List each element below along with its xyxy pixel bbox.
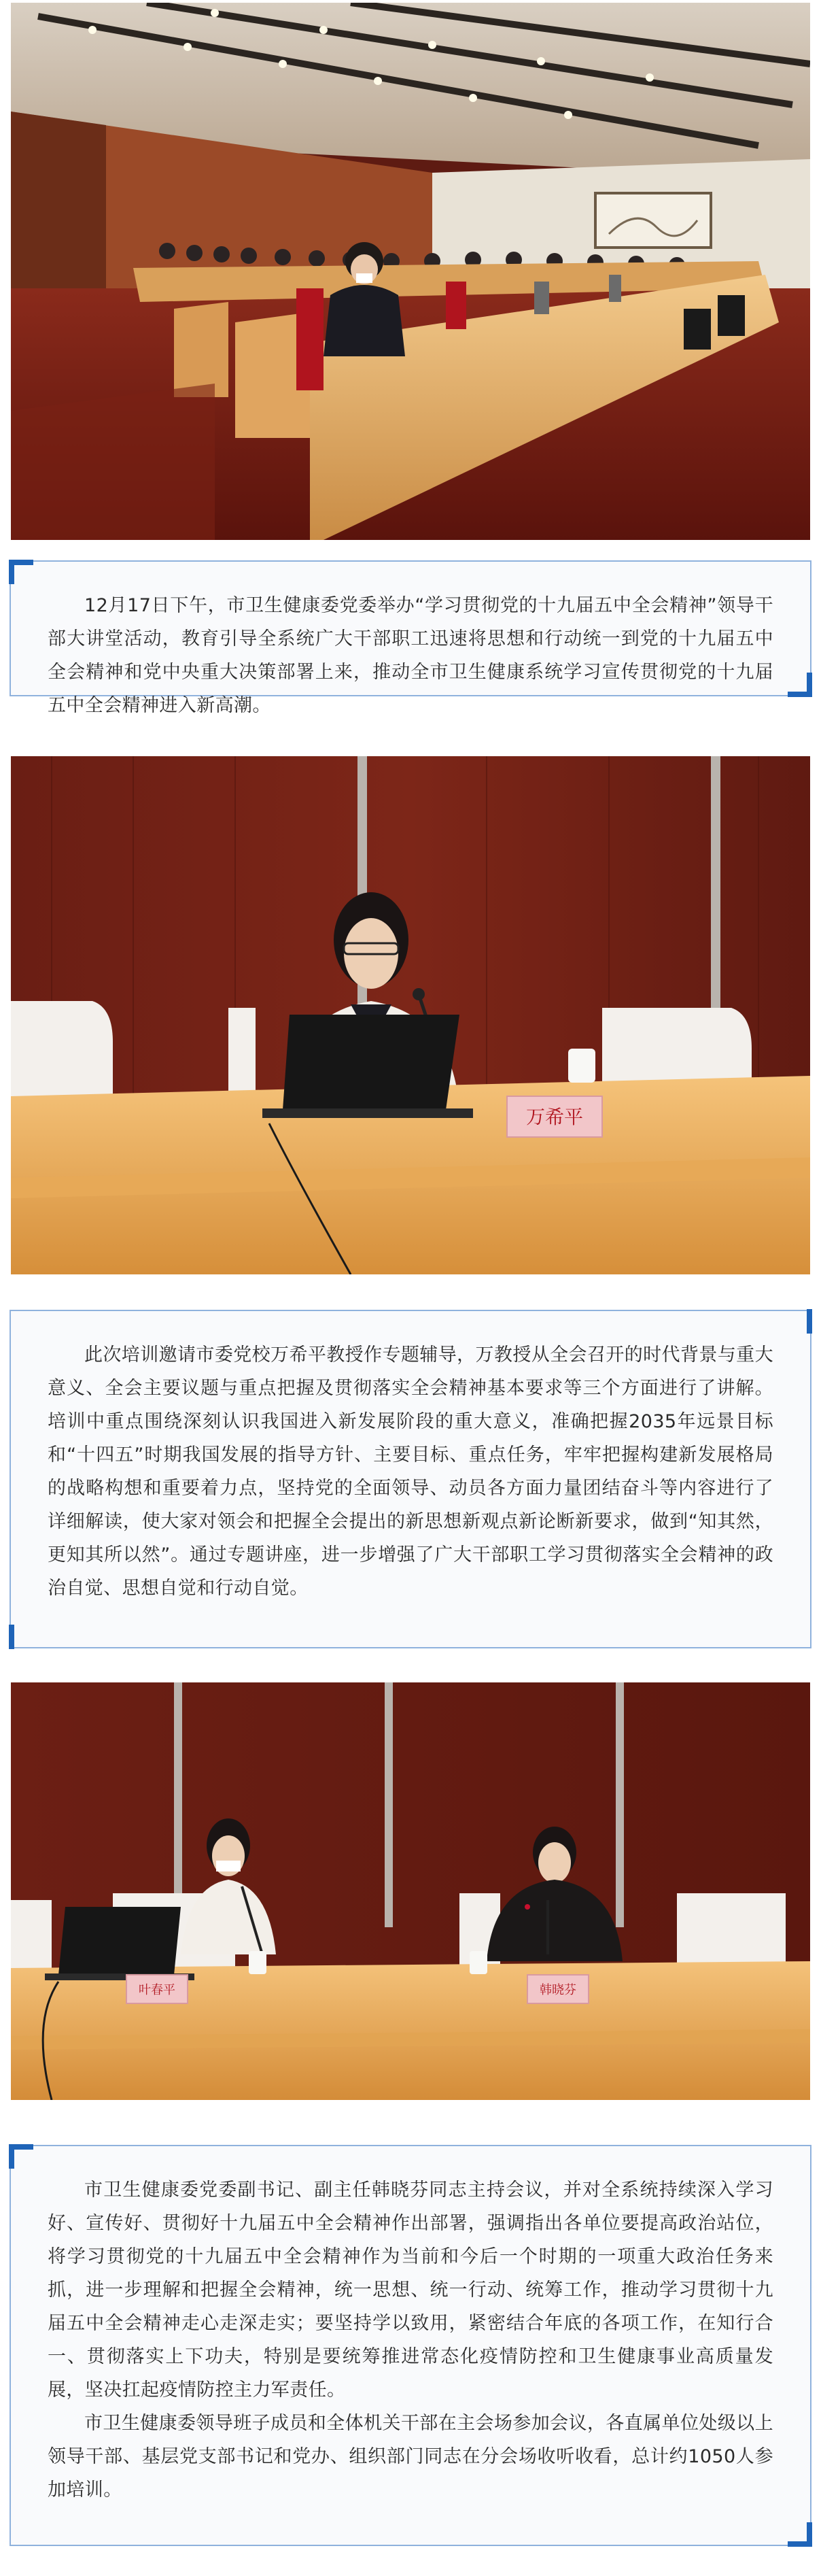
frame-corner — [788, 692, 812, 697]
lecture-paragraph: 此次培训邀请市委党校万希平教授作专题辅导，万教授从全会召开的时代背景与重大意义、全会主要议题与重点把握及贯彻落实全会精神基本要求等三个方面进行了讲解。培训中重点围绕深刻认识我国进入新发展阶段的重大意义，准确把握2035年远景目标和“十四五”时期我国发展的指导方针、主要目标、重点任务，牢牢把握构建新发展格局的战略构想和重要着力点，坚持党的全面领导、动员各方面力量团结奋斗等内容进行了详细解读，使大家对领会和把握全会提出的新思想新观点新论断新要求，做到“知其然，更知其所以然”。通过专题讲座，进一步增强了广大干部职工学习贯彻落实全会精神的政治自觉、思想自觉和行动自觉。 — [48, 1344, 773, 1599]
lecture-text-box — [10, 1310, 811, 1648]
summary-paragraph-1: 市卫生健康委党委副书记、副主任韩晓芬同志主持会议，并对全系统持续深入学习好、宣传好、贯彻好十九届五中全会精神作出部署，强调指出各单位要提高政治站位，将学习贯彻党的十九届五中全会精神作为当前和今后一个时期的一项重大政治任务来抓，进一步理解和把握全会精神，统一思想、统一行动、统筹工作，推动学习贯彻十九届五中全会精神走心走深走实；要坚持学以致用，紧密结合年底的各项工作，在知行合一、贯彻落实上下功夫，特别是要统筹推进常态化疫情防控和卫生健康事业高质量发展，坚决扛起疫情防控主力军责任。 — [48, 2180, 773, 2401]
intro-paragraph: 12月17日下午，市卫生健康委党委举办“学习贯彻党的十九届五中全会精神”领导干部大讲堂活动，教育引导全系统广大干部职工迅速将思想和行动统一到党的十九届五中全会精神和党中央重大决策部署上来，推动全市卫生健康系统学习宣传贯彻党的十九届五中全会精神进入新高潮。 — [48, 595, 773, 716]
left-nameplate: 叶春平 — [139, 1983, 175, 1997]
frame-corner — [788, 2541, 812, 2547]
photo-speaker — [11, 756, 810, 1274]
speaker-photo-icon — [11, 756, 810, 1274]
officials-photo-icon — [11, 1682, 810, 2100]
intro-text-box — [10, 560, 811, 716]
summary-text-box — [10, 2145, 811, 2546]
photo-officials — [11, 1682, 810, 2100]
meeting-room-photo-icon — [11, 3, 810, 540]
frame-corner — [807, 1309, 812, 1334]
photo-meeting-room — [11, 3, 810, 540]
summary-paragraph-2: 市卫生健康委领导班子成员和全体机关干部在主会场参加会议，各直属单位处级以上领导干部、基层党支部书记和党办、组织部门同志在分会场收听收看，总计约1050人参加培训。 — [48, 2413, 773, 2501]
frame-corner — [9, 2144, 33, 2150]
speaker-nameplate: 万希平 — [525, 1106, 584, 1128]
frame-corner — [9, 1625, 14, 1649]
right-nameplate: 韩晓芬 — [540, 1983, 576, 1997]
frame-corner — [9, 560, 33, 565]
